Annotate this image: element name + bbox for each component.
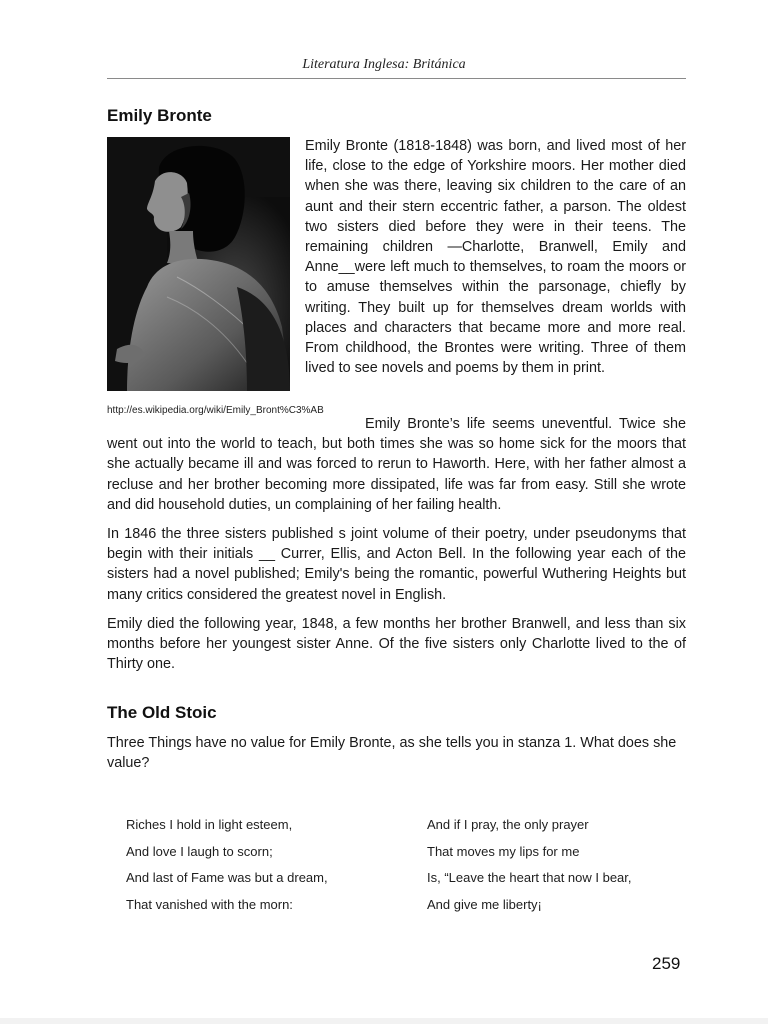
life-paragraph: Emily Bronte’s life seems uneventful. Twice she went out into the world to teach, but both times she was so home sick for the moors that she actually became ill and was forced to rerun to Haworth. Here, with her father almost a recluse and her brother becoming more dissipated, life was far from easy. Still she wrote and did household duties, un complaining of her failing health.: [107, 416, 686, 513]
poem-line: Riches I hold in light esteem,: [126, 817, 293, 832]
poem-line: Is, “Leave the heart that now I bear,: [427, 870, 632, 885]
poem-line: And give me liberty¡: [427, 896, 542, 912]
poem-line: That moves my lips for me: [427, 843, 580, 859]
bio-paragraph: Emily Bronte (1818-1848) was born, and lived most of her life, close to the edge of Yorkshire moors. Her mother died when she was there, leaving six children to the care of an aunt and their stern eccentric father, a parson. The oldest two sisters died before they were in their teens. The remaining children —Charlotte, Branwell, Emily and Anne__were left much to themselves, to roam the moors or to amuse themselves within the parsonage, chiefly by writing. They built up for themselves dream worlds with places and characters that became more and more real. From childhood, the Brontes were writing. Three of them lived to see novels and poems by them in print.: [305, 138, 686, 377]
poem-line: And love I laugh to scorn;: [126, 843, 273, 859]
header-rule: [107, 78, 686, 79]
poem-stanza-right: [427, 812, 632, 918]
running-header: Literatura Inglesa: Británica: [302, 57, 466, 72]
portrait-illustration: [107, 137, 290, 391]
publication-paragraph: In 1846 the three sisters published s joint volume of their poetry, under pseudonyms that begin with their initials __ Currer, Ellis, and Acton Bell. In the following year each of the sisters had a novel published; Emily's being the romantic, powerful Wuthering Heights but many critics considered the greatest novel in English.: [107, 526, 686, 603]
poem-line: That vanished with the morn:: [126, 896, 293, 912]
portrait-image: [107, 137, 290, 391]
image-caption-url: http://es.wikipedia.org/wiki/Emily_Bront%C3%AB: [107, 405, 324, 416]
section-title-emily-bronte: Emily Bronte: [107, 106, 212, 125]
poem-line: And if I pray, the only prayer: [427, 817, 589, 832]
section-title-old-stoic: The Old Stoic: [107, 703, 217, 722]
page-number: 259: [652, 954, 681, 973]
poem-stanza-left: [126, 812, 328, 918]
death-paragraph: Emily died the following year, 1848, a few months her brother Branwell, and less than six months before her youngest sister Anne. Of the five sisters only Charlotte lived to the of Thirty one.: [107, 616, 686, 673]
poem-line: And last of Fame was but a dream,: [126, 870, 328, 885]
poem-intro-question: Three Things have no value for Emily Bronte, as she tells you in stanza 1. What does she value?: [107, 735, 677, 772]
